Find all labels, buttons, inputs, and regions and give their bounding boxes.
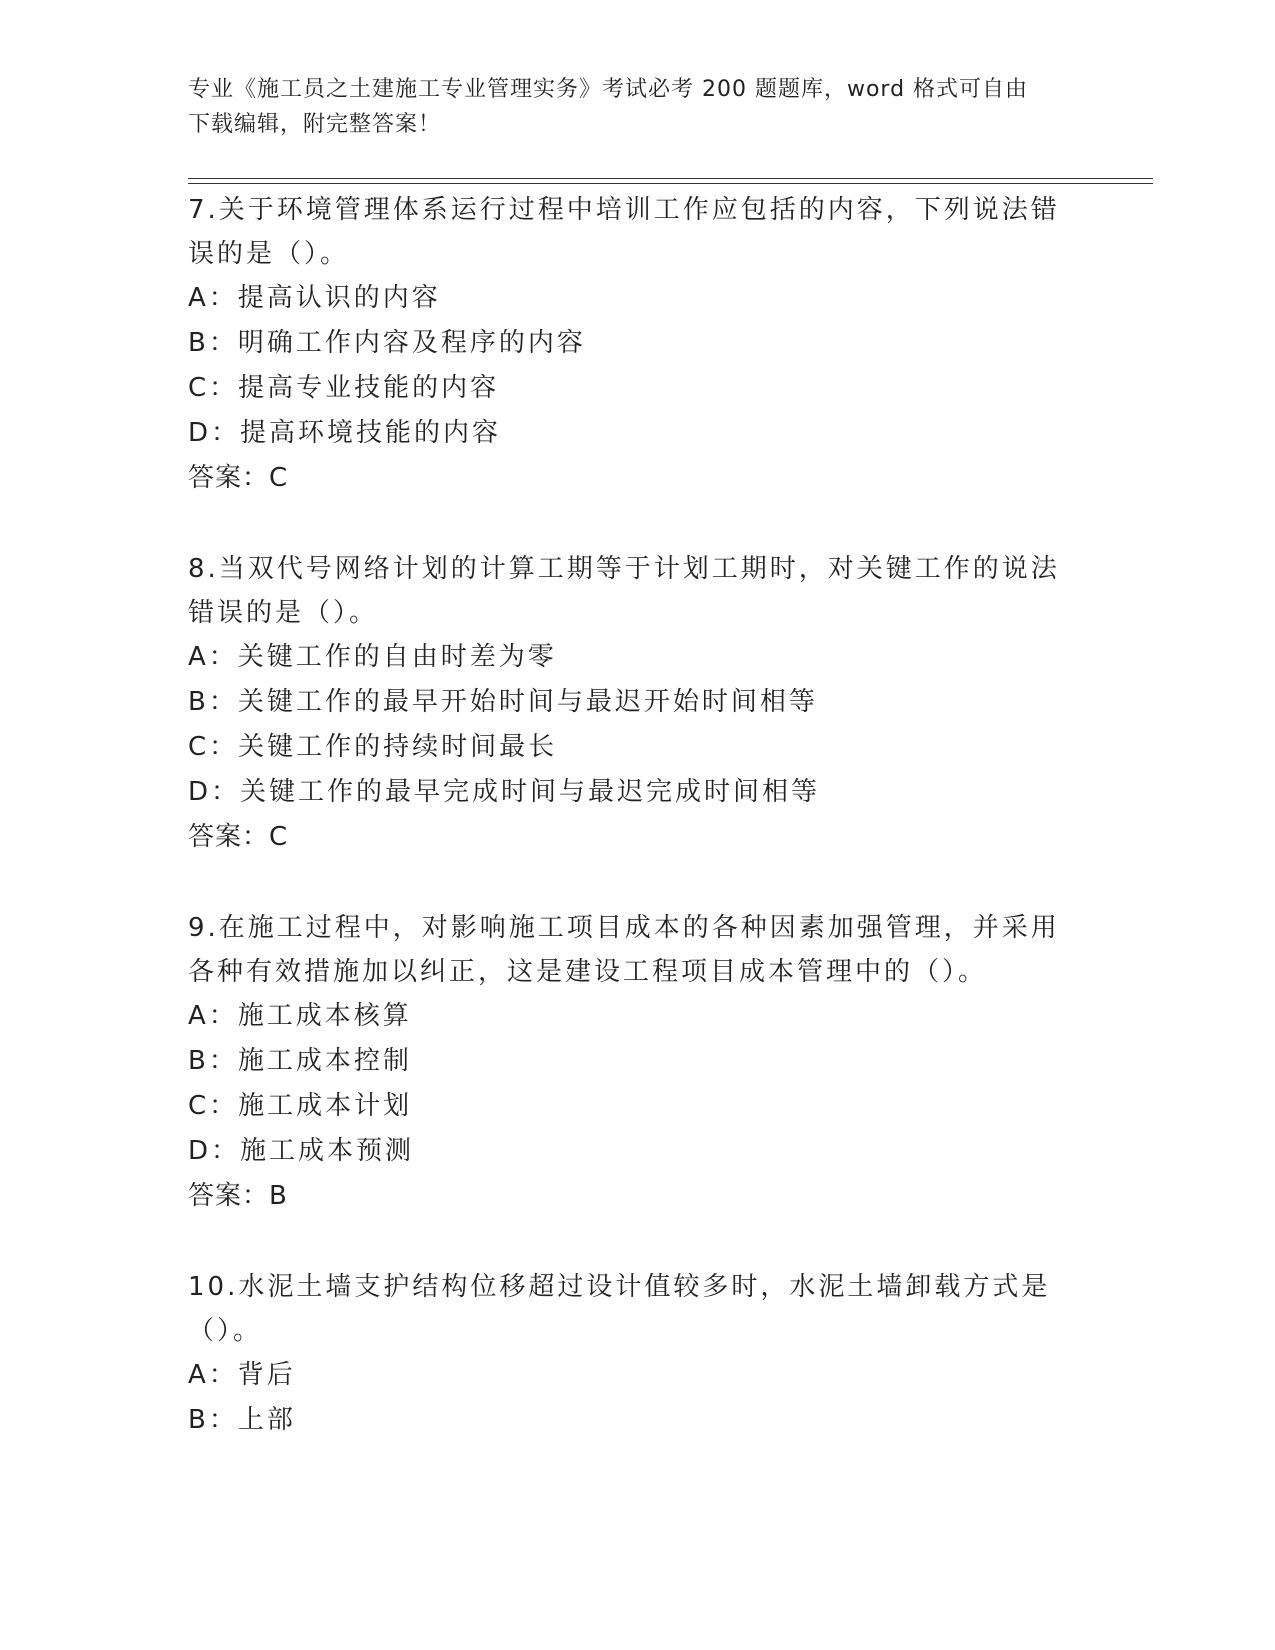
option-a: A：施工成本核算 — [188, 1001, 412, 1031]
question-list — [188, 188, 1088, 1489]
answer-label: 答案：B — [188, 1181, 288, 1211]
option-b: B：施工成本控制 — [188, 1046, 412, 1076]
header-divider-bottom — [188, 183, 1153, 184]
option-b: B：上部 — [188, 1405, 296, 1435]
option-a: A：关键工作的自由时差为零 — [188, 642, 557, 672]
option-b: B：关键工作的最早开始时间与最迟开始时间相等 — [188, 687, 818, 717]
answer-label: 答案：C — [188, 463, 289, 493]
option-a: A：提高认识的内容 — [188, 283, 441, 313]
question-9 — [188, 906, 1088, 1219]
option-b: B：明确工作内容及程序的内容 — [188, 328, 586, 358]
option-c: C：施工成本计划 — [188, 1091, 413, 1121]
option-c: C：提高专业技能的内容 — [188, 373, 500, 403]
option-d: D：关键工作的最早完成时间与最迟完成时间相等 — [188, 777, 821, 807]
option-a: A：背后 — [188, 1360, 296, 1390]
answer-label: 答案：C — [188, 822, 289, 852]
question-text: 8.当双代号网络计划的计算工期等于计划工期时，对关键工作的说法错误的是（）。 — [188, 554, 1060, 628]
question-7 — [188, 188, 1088, 501]
option-d: D：施工成本预测 — [188, 1136, 415, 1166]
question-text: 9.在施工过程中，对影响施工项目成本的各种因素加强管理，并采用各种有效措施加以纠正，这是建设工程项目成本管理中的（）。 — [188, 913, 1060, 987]
header-divider-top — [188, 178, 1153, 179]
header-line-2: 下载编辑，附完整答案！ — [188, 112, 442, 137]
document-header — [188, 72, 1078, 142]
question-text: 10.水泥土墙支护结构位移超过设计值较多时，水泥土墙卸载方式是（）。 — [188, 1272, 1051, 1346]
question-10 — [188, 1265, 1088, 1443]
option-d: D：提高环境技能的内容 — [188, 418, 502, 448]
question-8 — [188, 547, 1088, 860]
header-line-1: 专业《施工员之土建施工专业管理实务》考试必考 200 题题库，word 格式可自由 — [188, 77, 1029, 102]
question-text: 7.关于环境管理体系运行过程中培训工作应包括的内容，下列说法错误的是（）。 — [188, 195, 1060, 269]
option-c: C：关键工作的持续时间最长 — [188, 732, 558, 762]
